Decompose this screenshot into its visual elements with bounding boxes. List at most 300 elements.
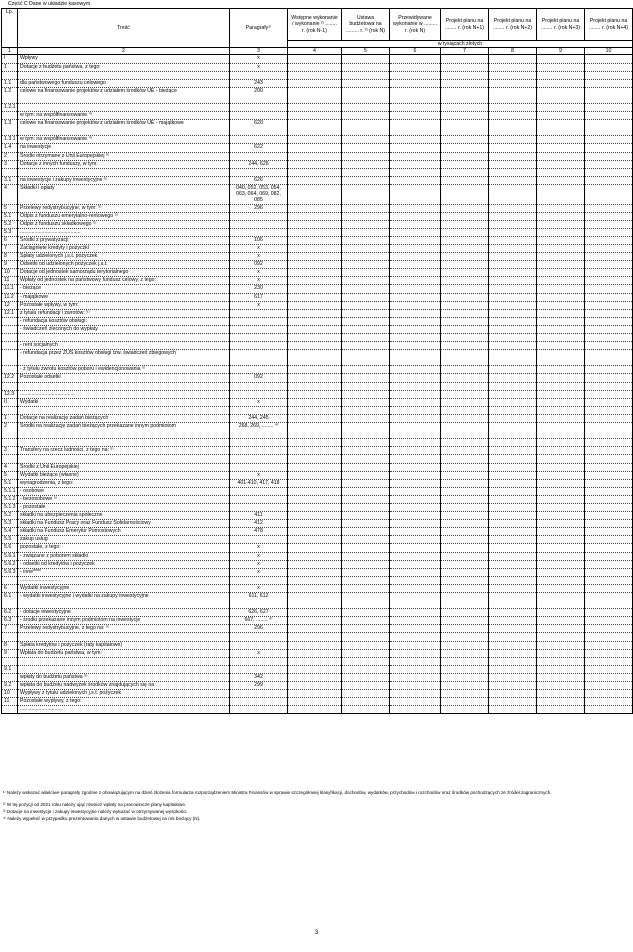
value-cell[interactable] [390,682,441,690]
value-cell[interactable] [390,152,441,160]
value-cell[interactable] [489,228,537,236]
value-cell[interactable] [441,309,489,317]
value-cell[interactable] [288,325,342,333]
value-cell[interactable] [342,269,390,277]
value-cell[interactable] [585,293,633,301]
value-cell[interactable] [441,447,489,455]
value-cell[interactable] [342,63,390,71]
value-cell[interactable] [342,423,390,439]
value-cell[interactable] [390,406,441,414]
value-cell[interactable] [489,390,537,398]
value-cell[interactable] [489,641,537,649]
value-cell[interactable] [288,342,342,350]
value-cell[interactable] [537,423,585,439]
value-cell[interactable] [585,520,633,528]
value-cell[interactable] [585,285,633,293]
value-cell[interactable] [489,87,537,103]
value-cell[interactable] [342,698,390,706]
value-cell[interactable] [489,439,537,447]
value-cell[interactable] [585,487,633,495]
value-cell[interactable] [342,609,390,617]
value-cell[interactable] [585,698,633,706]
value-cell[interactable] [342,244,390,252]
value-cell[interactable] [537,228,585,236]
value-cell[interactable] [537,528,585,536]
value-cell[interactable] [342,649,390,657]
value-cell[interactable] [441,520,489,528]
value-cell[interactable] [288,698,342,706]
value-cell[interactable] [288,487,342,495]
value-cell[interactable] [288,584,342,592]
value-cell[interactable] [342,236,390,244]
value-cell[interactable] [288,617,342,625]
value-cell[interactable] [390,495,441,503]
value-cell[interactable] [342,593,390,609]
value-cell[interactable] [342,317,390,325]
value-cell[interactable] [537,544,585,552]
value-cell[interactable] [441,633,489,641]
value-cell[interactable] [288,152,342,160]
value-cell[interactable] [390,103,441,111]
value-cell[interactable] [390,568,441,576]
value-cell[interactable] [441,463,489,471]
value-cell[interactable] [489,184,537,204]
value-cell[interactable] [537,641,585,649]
value-cell[interactable] [537,690,585,698]
value-cell[interactable] [390,625,441,633]
value-cell[interactable] [585,503,633,511]
value-cell[interactable] [288,657,342,665]
value-cell[interactable] [342,277,390,285]
value-cell[interactable] [537,317,585,325]
value-cell[interactable] [537,398,585,406]
value-cell[interactable] [390,479,441,487]
value-cell[interactable] [489,301,537,309]
value-cell[interactable] [537,471,585,479]
value-cell[interactable] [585,406,633,414]
value-cell[interactable] [537,212,585,220]
value-cell[interactable] [441,317,489,325]
value-cell[interactable] [390,439,441,447]
value-cell[interactable] [489,277,537,285]
value-cell[interactable] [288,160,342,168]
value-cell[interactable] [441,423,489,439]
value-cell[interactable] [288,471,342,479]
value-cell[interactable] [537,414,585,422]
value-cell[interactable] [441,455,489,463]
value-cell[interactable] [390,87,441,103]
value-cell[interactable] [489,325,537,333]
value-cell[interactable] [288,528,342,536]
value-cell[interactable] [489,447,537,455]
value-cell[interactable] [537,220,585,228]
value-cell[interactable] [585,152,633,160]
value-cell[interactable] [537,136,585,144]
value-cell[interactable] [585,471,633,479]
value-cell[interactable] [441,71,489,79]
value-cell[interactable] [288,390,342,398]
value-cell[interactable] [489,317,537,325]
value-cell[interactable] [585,390,633,398]
value-cell[interactable] [441,112,489,120]
value-cell[interactable] [489,568,537,576]
value-cell[interactable] [489,152,537,160]
value-cell[interactable] [288,71,342,79]
value-cell[interactable] [537,479,585,487]
value-cell[interactable] [585,414,633,422]
value-cell[interactable] [441,479,489,487]
value-cell[interactable] [489,253,537,261]
value-cell[interactable] [342,406,390,414]
value-cell[interactable] [489,168,537,176]
value-cell[interactable] [342,160,390,168]
value-cell[interactable] [585,479,633,487]
value-cell[interactable] [390,120,441,136]
value-cell[interactable] [288,228,342,236]
value-cell[interactable] [390,366,441,374]
value-cell[interactable] [537,447,585,455]
value-cell[interactable] [489,236,537,244]
value-cell[interactable] [441,382,489,390]
value-cell[interactable] [537,512,585,520]
value-cell[interactable] [585,512,633,520]
value-cell[interactable] [441,261,489,269]
value-cell[interactable] [585,253,633,261]
value-cell[interactable] [585,176,633,184]
value-cell[interactable] [441,560,489,568]
value-cell[interactable] [288,317,342,325]
value-cell[interactable] [390,471,441,479]
value-cell[interactable] [390,390,441,398]
value-cell[interactable] [537,439,585,447]
value-cell[interactable] [342,120,390,136]
value-cell[interactable] [537,568,585,576]
value-cell[interactable] [342,617,390,625]
value-cell[interactable] [390,690,441,698]
value-cell[interactable] [342,503,390,511]
value-cell[interactable] [342,439,390,447]
value-cell[interactable] [489,79,537,87]
value-cell[interactable] [342,168,390,176]
value-cell[interactable] [537,390,585,398]
value-cell[interactable] [585,317,633,325]
value-cell[interactable] [441,325,489,333]
value-cell[interactable] [441,414,489,422]
value-cell[interactable] [390,342,441,350]
value-cell[interactable] [390,552,441,560]
value-cell[interactable] [537,552,585,560]
value-cell[interactable] [585,277,633,285]
value-cell[interactable] [441,625,489,633]
value-cell[interactable] [288,625,342,633]
value-cell[interactable] [537,285,585,293]
value-cell[interactable] [390,160,441,168]
value-cell[interactable] [537,168,585,176]
value-cell[interactable] [342,325,390,333]
value-cell[interactable] [342,657,390,665]
value-cell[interactable] [537,463,585,471]
value-cell[interactable] [288,79,342,87]
value-cell[interactable] [585,673,633,681]
value-cell[interactable] [390,212,441,220]
value-cell[interactable] [342,261,390,269]
value-cell[interactable] [537,184,585,204]
value-cell[interactable] [342,576,390,584]
value-cell[interactable] [489,136,537,144]
value-cell[interactable] [288,87,342,103]
value-cell[interactable] [489,112,537,120]
value-cell[interactable] [390,593,441,609]
value-cell[interactable] [441,168,489,176]
value-cell[interactable] [288,593,342,609]
value-cell[interactable] [537,682,585,690]
value-cell[interactable] [585,633,633,641]
value-cell[interactable] [390,79,441,87]
value-cell[interactable] [585,87,633,103]
value-cell[interactable] [390,657,441,665]
value-cell[interactable] [489,120,537,136]
value-cell[interactable] [288,690,342,698]
value-cell[interactable] [489,414,537,422]
value-cell[interactable] [288,544,342,552]
value-cell[interactable] [342,184,390,204]
value-cell[interactable] [489,342,537,350]
value-cell[interactable] [390,706,441,714]
value-cell[interactable] [390,55,441,63]
value-cell[interactable] [489,479,537,487]
value-cell[interactable] [441,512,489,520]
value-cell[interactable] [288,633,342,641]
value-cell[interactable] [390,277,441,285]
value-cell[interactable] [342,87,390,103]
value-cell[interactable] [342,136,390,144]
value-cell[interactable] [342,544,390,552]
value-cell[interactable] [441,293,489,301]
value-cell[interactable] [537,103,585,111]
value-cell[interactable] [288,277,342,285]
value-cell[interactable] [390,528,441,536]
value-cell[interactable] [441,698,489,706]
value-cell[interactable] [441,55,489,63]
value-cell[interactable] [585,136,633,144]
value-cell[interactable] [288,406,342,414]
value-cell[interactable] [288,261,342,269]
value-cell[interactable] [489,487,537,495]
value-cell[interactable] [537,706,585,714]
value-cell[interactable] [585,301,633,309]
value-cell[interactable] [390,423,441,439]
value-cell[interactable] [585,366,633,374]
value-cell[interactable] [441,342,489,350]
value-cell[interactable] [390,309,441,317]
value-cell[interactable] [390,520,441,528]
value-cell[interactable] [390,63,441,71]
value-cell[interactable] [585,560,633,568]
value-cell[interactable] [585,423,633,439]
value-cell[interactable] [288,212,342,220]
value-cell[interactable] [288,568,342,576]
value-cell[interactable] [288,439,342,447]
value-cell[interactable] [489,673,537,681]
value-cell[interactable] [441,220,489,228]
value-cell[interactable] [441,236,489,244]
value-cell[interactable] [390,285,441,293]
value-cell[interactable] [537,204,585,212]
value-cell[interactable] [390,301,441,309]
value-cell[interactable] [537,366,585,374]
value-cell[interactable] [585,103,633,111]
value-cell[interactable] [585,641,633,649]
value-cell[interactable] [489,350,537,366]
value-cell[interactable] [441,641,489,649]
value-cell[interactable] [390,382,441,390]
value-cell[interactable] [390,325,441,333]
value-cell[interactable] [489,625,537,633]
value-cell[interactable] [342,366,390,374]
value-cell[interactable] [441,649,489,657]
value-cell[interactable] [585,682,633,690]
value-cell[interactable] [390,350,441,366]
value-cell[interactable] [537,301,585,309]
value-cell[interactable] [489,471,537,479]
value-cell[interactable] [342,334,390,342]
value-cell[interactable] [288,423,342,439]
value-cell[interactable] [342,309,390,317]
value-cell[interactable] [390,293,441,301]
value-cell[interactable] [585,350,633,366]
value-cell[interactable] [585,342,633,350]
value-cell[interactable] [537,495,585,503]
value-cell[interactable] [441,136,489,144]
value-cell[interactable] [441,269,489,277]
value-cell[interactable] [342,633,390,641]
value-cell[interactable] [585,528,633,536]
value-cell[interactable] [489,536,537,544]
value-cell[interactable] [537,665,585,673]
value-cell[interactable] [288,374,342,382]
value-cell[interactable] [537,487,585,495]
value-cell[interactable] [288,455,342,463]
value-cell[interactable] [288,184,342,204]
value-cell[interactable] [585,690,633,698]
value-cell[interactable] [441,285,489,293]
value-cell[interactable] [585,184,633,204]
value-cell[interactable] [537,160,585,168]
value-cell[interactable] [585,244,633,252]
value-cell[interactable] [585,463,633,471]
value-cell[interactable] [342,463,390,471]
value-cell[interactable] [489,285,537,293]
value-cell[interactable] [342,487,390,495]
value-cell[interactable] [441,617,489,625]
value-cell[interactable] [585,617,633,625]
value-cell[interactable] [390,447,441,455]
value-cell[interactable] [585,593,633,609]
value-cell[interactable] [390,576,441,584]
value-cell[interactable] [390,136,441,144]
value-cell[interactable] [288,503,342,511]
value-cell[interactable] [537,63,585,71]
value-cell[interactable] [585,568,633,576]
value-cell[interactable] [489,463,537,471]
value-cell[interactable] [390,673,441,681]
value-cell[interactable] [342,79,390,87]
value-cell[interactable] [441,609,489,617]
value-cell[interactable] [390,112,441,120]
value-cell[interactable] [441,228,489,236]
value-cell[interactable] [489,144,537,152]
value-cell[interactable] [537,625,585,633]
value-cell[interactable] [288,55,342,63]
value-cell[interactable] [390,220,441,228]
value-cell[interactable] [390,228,441,236]
value-cell[interactable] [489,609,537,617]
value-cell[interactable] [441,301,489,309]
value-cell[interactable] [390,144,441,152]
value-cell[interactable] [441,120,489,136]
value-cell[interactable] [489,220,537,228]
value-cell[interactable] [390,261,441,269]
value-cell[interactable] [537,309,585,317]
value-cell[interactable] [288,301,342,309]
value-cell[interactable] [390,204,441,212]
value-cell[interactable] [441,103,489,111]
value-cell[interactable] [537,584,585,592]
value-cell[interactable] [585,168,633,176]
value-cell[interactable] [342,112,390,120]
value-cell[interactable] [288,447,342,455]
value-cell[interactable] [489,576,537,584]
value-cell[interactable] [441,593,489,609]
value-cell[interactable] [288,350,342,366]
value-cell[interactable] [342,536,390,544]
value-cell[interactable] [342,374,390,382]
value-cell[interactable] [288,253,342,261]
value-cell[interactable] [489,455,537,463]
value-cell[interactable] [390,244,441,252]
value-cell[interactable] [342,55,390,63]
value-cell[interactable] [585,552,633,560]
value-cell[interactable] [585,63,633,71]
value-cell[interactable] [489,633,537,641]
value-cell[interactable] [537,55,585,63]
value-cell[interactable] [342,568,390,576]
value-cell[interactable] [537,87,585,103]
value-cell[interactable] [489,293,537,301]
value-cell[interactable] [288,309,342,317]
value-cell[interactable] [390,536,441,544]
value-cell[interactable] [342,447,390,455]
value-cell[interactable] [585,212,633,220]
value-cell[interactable] [537,144,585,152]
value-cell[interactable] [390,487,441,495]
value-cell[interactable] [489,657,537,665]
value-cell[interactable] [537,698,585,706]
value-cell[interactable] [390,641,441,649]
value-cell[interactable] [342,285,390,293]
value-cell[interactable] [390,617,441,625]
value-cell[interactable] [537,342,585,350]
value-cell[interactable] [489,528,537,536]
value-cell[interactable] [288,479,342,487]
value-cell[interactable] [288,285,342,293]
value-cell[interactable] [489,55,537,63]
value-cell[interactable] [489,520,537,528]
value-cell[interactable] [441,544,489,552]
value-cell[interactable] [537,593,585,609]
value-cell[interactable] [288,512,342,520]
value-cell[interactable] [441,495,489,503]
